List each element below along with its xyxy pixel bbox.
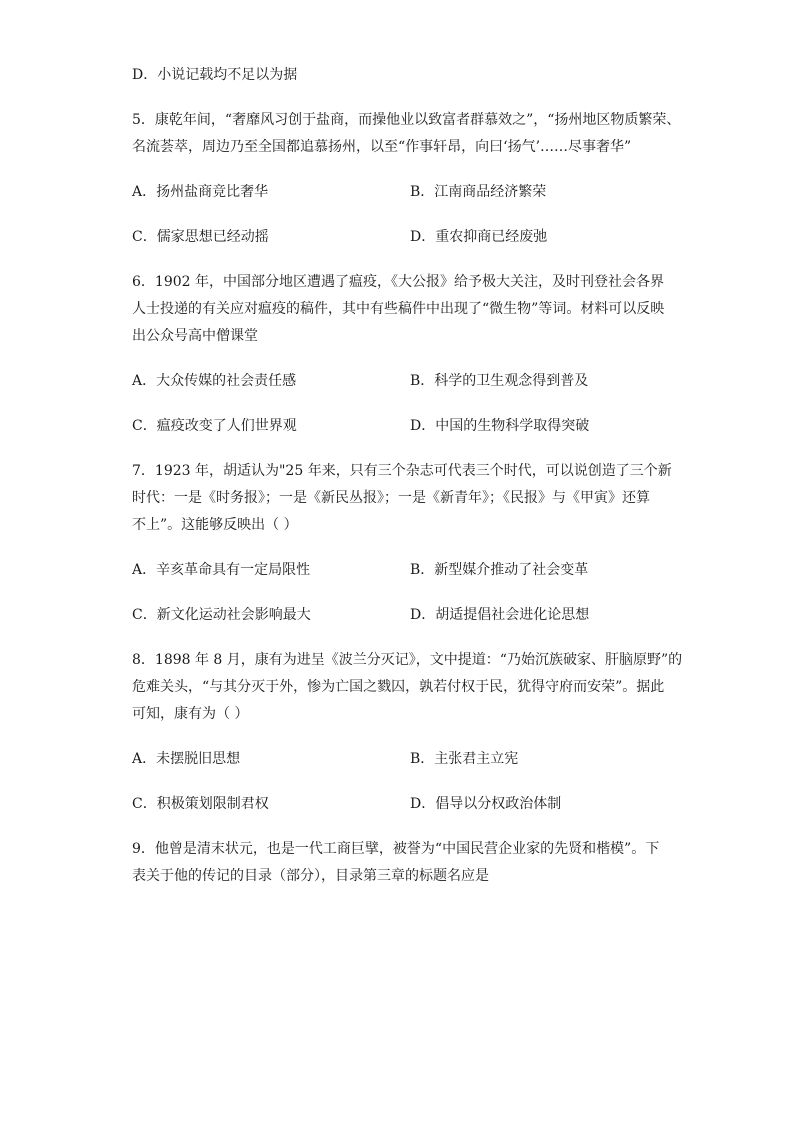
q5-stem-line-2: 名流荟萃，周边乃至全国都追慕扬州，以至“作事轩昂，向曰‘扬气’……尽事奢华” bbox=[132, 139, 632, 155]
q9-stem-line-2: 表关于他的传记的目录（部分），目录第三章的标题名应是 bbox=[132, 868, 489, 884]
q6-option-d[interactable]: D．中国的生物科学取得突破 bbox=[410, 418, 590, 434]
q6-stem-line-3: 出公众号高中僧课堂 bbox=[132, 328, 258, 344]
q8-options-row-1 bbox=[132, 746, 674, 773]
q8-stem-line-3: 可知，康有为（ ） bbox=[132, 706, 249, 722]
q9-stem-line-1: 9．他曾是清末状元，也是一代工商巨擘，被誉为“中国民营企业家的先贤和楷模”。下 bbox=[132, 841, 660, 857]
q7-options-row-1 bbox=[132, 557, 674, 584]
q8-option-a[interactable]: A．未摆脱旧思想 bbox=[132, 751, 241, 767]
q6-options-row-1 bbox=[132, 368, 674, 395]
q7-option-d[interactable]: D．胡适提倡社会进化论思想 bbox=[410, 607, 590, 623]
q5-option-c[interactable]: C．儒家思想已经动摇 bbox=[132, 229, 269, 245]
q8-stem-line-2: 危难关头，“与其分灭于外，惨为亡国之戮囚，孰若付权于民，犹得守府而安荣”。据此 bbox=[132, 679, 665, 695]
q6-stem-line-1: 6．1902 年，中国部分地区遭遇了瘟疫，《大公报》给予极大关注，及时刊登社会各界 bbox=[132, 274, 664, 290]
question-7 bbox=[132, 458, 674, 629]
q8-stem-line-1: 8．1898 年 8 月，康有为进呈《波兰分灭记》，文中提道：“乃始沉族破家、肝脑原野”的 bbox=[132, 652, 683, 668]
q6-option-a[interactable]: A．大众传媒的社会责任感 bbox=[132, 373, 297, 389]
q8-option-c[interactable]: C．积极策划限制君权 bbox=[132, 796, 269, 812]
q5-option-d[interactable]: D．重农抑商已经废弛 bbox=[410, 229, 548, 245]
q6-option-b[interactable]: B．科学的卫生观念得到普及 bbox=[410, 373, 589, 389]
q5-option-b[interactable]: B．江南商品经济繁荣 bbox=[410, 184, 547, 200]
question-6 bbox=[132, 269, 674, 440]
q6-options-row-2 bbox=[132, 413, 674, 440]
question-9 bbox=[132, 836, 674, 890]
q5-options-row-2 bbox=[132, 224, 674, 251]
q5-options-row-1 bbox=[132, 179, 674, 206]
question-5 bbox=[132, 107, 681, 251]
q7-options-row-2 bbox=[132, 602, 674, 629]
q7-stem-line-1: 7．1923 年，胡适认为"25 年来，只有三个杂志可代表三个时代，可以说创造了三个新 bbox=[132, 463, 672, 479]
question-8 bbox=[132, 647, 683, 818]
q6-option-c[interactable]: C．瘟疫改变了人们世界观 bbox=[132, 418, 297, 434]
q5-stem-line-1: 5．康乾年间，“奢靡风习创于盐商，而操他业以致富者群慕效之”，“扬州地区物质繁荣、 bbox=[132, 112, 681, 128]
q7-stem-line-2: 时代：一是《时务报》；一是《新民丛报》；一是《新青年》；《民报》与《甲寅》还算 bbox=[132, 490, 650, 506]
q6-stem-line-2: 人士投递的有关应对瘟疫的稿件，其中有些稿件中出现了“微生物”等词。材料可以反映 bbox=[132, 301, 665, 317]
q7-option-a[interactable]: A．辛亥革命具有一定局限性 bbox=[132, 562, 311, 578]
q5-option-a[interactable]: A．扬州盐商竞比奢华 bbox=[132, 184, 269, 200]
q8-options-row-2 bbox=[132, 791, 674, 818]
q8-option-d[interactable]: D．倡导以分权政治体制 bbox=[410, 796, 562, 812]
q8-option-b[interactable]: B．主张君主立宪 bbox=[410, 751, 519, 767]
q4-option-d: D．小说记载均不足以为据 bbox=[132, 67, 298, 83]
q7-option-b[interactable]: B．新型媒介推动了社会变革 bbox=[410, 562, 589, 578]
q7-stem-line-3: 不上”。这能够反映出（ ） bbox=[132, 517, 298, 533]
q7-option-c[interactable]: C．新文化运动社会影响最大 bbox=[132, 607, 311, 623]
